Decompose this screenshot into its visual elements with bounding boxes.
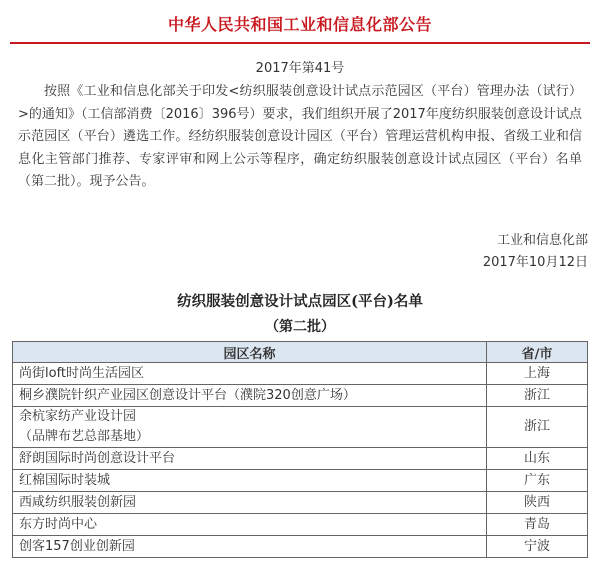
column-header-name: 园区名称 <box>13 342 487 363</box>
document-number: 2017年第41号 <box>255 61 345 76</box>
park-name <box>13 407 487 448</box>
table-row <box>13 407 588 448</box>
title-divider <box>10 42 590 44</box>
signature-date: 2017年10月12日 <box>482 255 588 270</box>
table-row <box>13 470 588 492</box>
list-title: 纺织服装创意设计试点园区(平台)名单 <box>177 293 423 310</box>
list-subtitle: （第二批） <box>265 319 335 335</box>
park-name: 桐乡濮院针织产业园区创意设计平台（濮院320创意广场） <box>13 385 487 407</box>
park-name: 西咸纺织服装创新园 <box>13 492 487 514</box>
table-row <box>13 536 588 558</box>
park-province: 上海 <box>487 363 588 385</box>
column-header-province: 省/市 <box>487 342 588 363</box>
table-row <box>13 385 588 407</box>
park-province: 浙江 <box>487 407 588 448</box>
signature-org: 工业和信息化部 <box>496 233 588 248</box>
park-province: 宁波 <box>487 536 588 558</box>
park-name: 红棉国际时装城 <box>13 470 487 492</box>
table-row <box>13 514 588 536</box>
announcement-title: 中华人民共和国工业和信息化部公告 <box>167 15 432 34</box>
park-name-line: 余杭家纺产业设计园 <box>19 409 137 424</box>
announcement-body: 按照《工业和信息化部关于印发<纺织服装创意设计试点示范园区（平台）管理办法（试行）>的通知》（工信部消费〔2016〕396号）要求，我们组织开展了2017年度纺织服装创意设计试点示范园区（平台）遴选工作。经纺织服装创意设计园区（平台）管理运营机构申报、省级工业和信息化主管部门推荐、专家评审和网上公示等程序，确定纺织服装创意设计试点园区（平台）名单（第二批）。现予公告。 <box>18 84 582 189</box>
park-province: 广东 <box>487 470 588 492</box>
table-row <box>13 363 588 385</box>
park-name-line: （品牌布艺总部基地） <box>19 429 150 444</box>
park-name: 东方时尚中心 <box>13 514 487 536</box>
park-name: 舒朗国际时尚创意设计平台 <box>13 448 487 470</box>
park-name: 尚街loft时尚生活园区 <box>13 363 487 385</box>
parks-table <box>12 341 588 558</box>
park-province: 陕西 <box>487 492 588 514</box>
park-name: 创客157创业创新园 <box>13 536 487 558</box>
park-province: 浙江 <box>487 385 588 407</box>
park-province: 青岛 <box>487 514 588 536</box>
park-province: 山东 <box>487 448 588 470</box>
table-row <box>13 492 588 514</box>
table-row <box>13 448 588 470</box>
table-header-row <box>13 342 588 363</box>
